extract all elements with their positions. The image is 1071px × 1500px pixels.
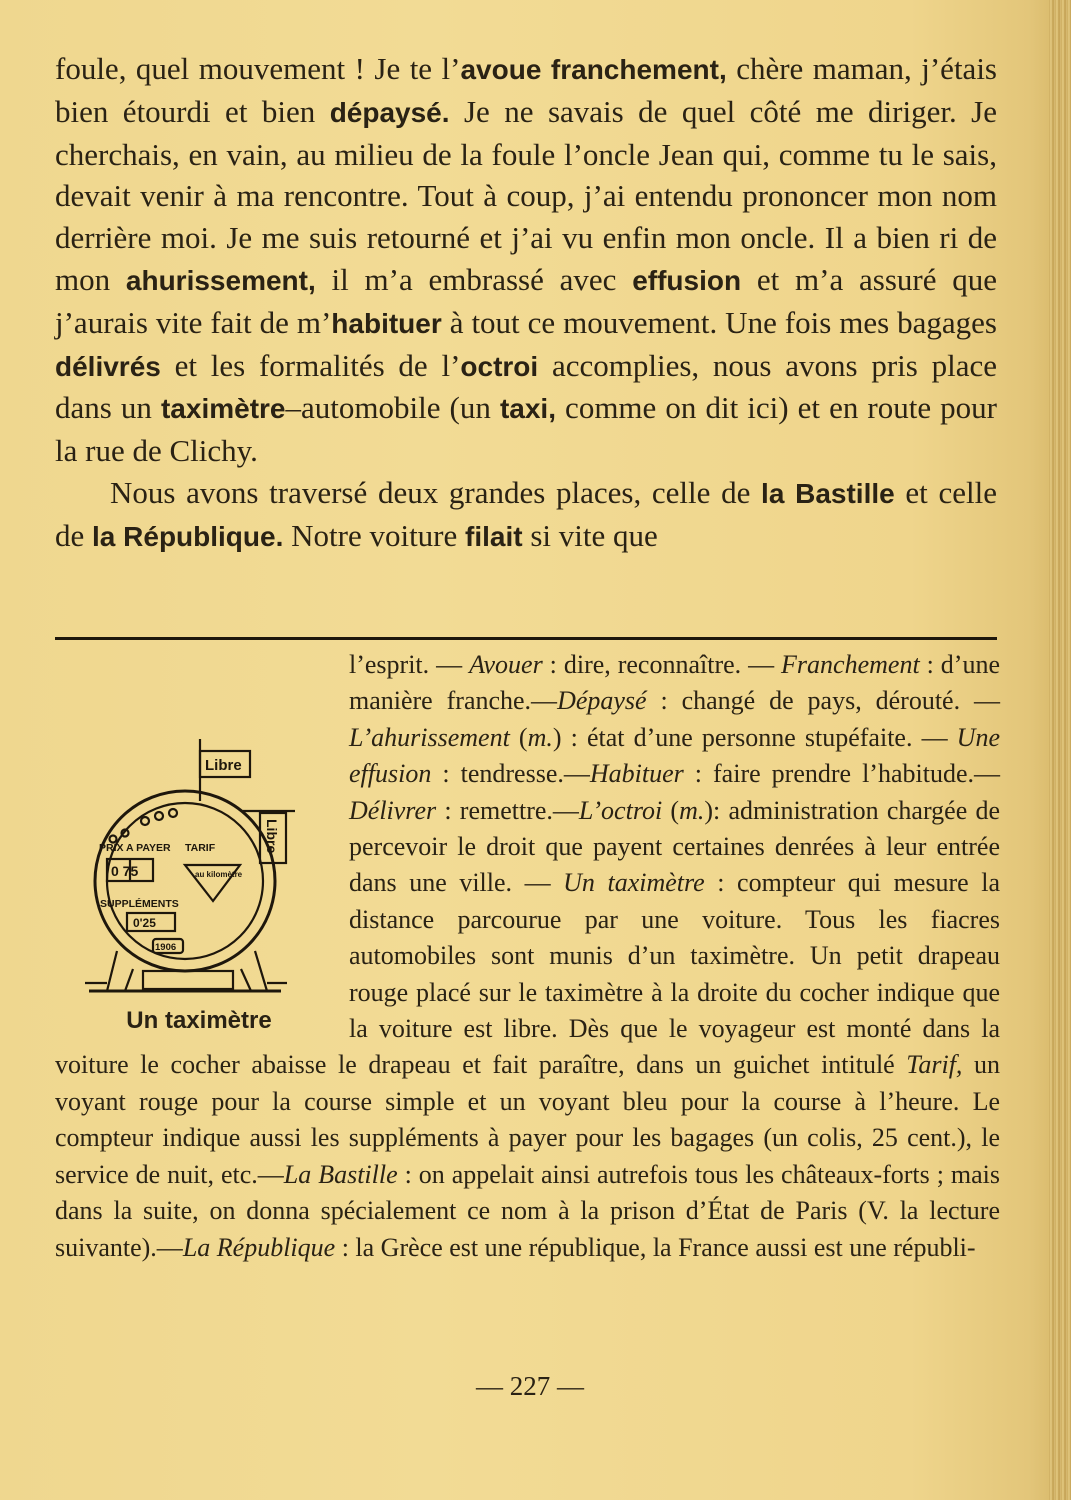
bold-term: taximètre — [160, 393, 286, 425]
bold-term: effusion — [632, 264, 742, 296]
prix-label: PRIX A PAYER — [99, 842, 171, 854]
bold-term: délivrés — [55, 350, 161, 382]
italic-term: Habituer — [589, 759, 684, 789]
italic-term: Un taximètre — [563, 868, 705, 898]
supplements-label: SUPPLÉMENTS — [100, 898, 179, 910]
italic-term: L’ahurissement — [349, 722, 510, 752]
taximeter-illustration — [55, 651, 343, 1001]
bold-term: dépaysé. — [329, 96, 450, 128]
maker-plate: 1906 — [155, 942, 177, 953]
bold-term: taxi, — [499, 393, 556, 425]
page-number: — 227 — — [476, 1371, 584, 1401]
tarif-label: TARIF — [185, 842, 216, 854]
au-kilometre-label: au kilomètre — [195, 870, 243, 879]
bold-term: habituer — [331, 307, 442, 339]
italic-term: L’octroi — [578, 795, 663, 825]
supplements-value: 0'25 — [133, 916, 156, 930]
bold-term: ahurissement, — [125, 264, 316, 296]
italic-term: La République — [182, 1232, 336, 1262]
italic-term: Délivrer — [349, 795, 437, 825]
figure-caption: Un taximètre — [126, 1007, 272, 1034]
bold-term: octroi — [460, 350, 539, 382]
paragraph-2: Nous avons traversé deux grandes places, celle de la Bastille et celle de la République. Notre voiture filait si vite que — [55, 474, 997, 553]
taximeter-figure — [55, 651, 343, 1034]
italic-term: Dépaysé — [557, 686, 647, 716]
page-edge — [1049, 0, 1071, 1500]
flag-label-top: Libre — [205, 757, 242, 774]
italic-term: Avouer — [469, 650, 543, 679]
italic-term: Tarif, — [906, 1050, 963, 1080]
flag-label-side: Libre — [264, 819, 280, 854]
fare-value: 0 75 — [111, 863, 139, 879]
footnote-text: l’esprit. — Avouer : dire, reconnaître. — Franchement : d’une manière franche.—Dépaysé : changé de pays, dérouté. — L’ahurissement (m.) : état d’une personne stupéfaite. — Une effusion : tendresse.—Habituer : faire prendre l’habitude.— Délivrer : remettre.—L’octroi (m.): administration chargée de percevoir le droit que payent certaines denrées à leur entrée dans une ville. — Un taximètre : compteur qui mesure la distance parcourue par une voiture. Tous les fiacres automobiles sont munis d’un taximètre. Un petit drapeau rouge placé sur le taximètre à la droite du cocher indique que la voiture est libre. Dès que le voyageur est monté dans la voiture le cocher abaisse le drapeau et fait paraître, dans un guichet intitulé Tarif, un voyant rouge pour la course simple et un voyant bleu pour la course à l’heure. Le compteur indique aussi les suppléments à payer pour les bagages (un colis, 25 cent.), le service de nuit, etc.—La Bastille : on appelait ainsi autrefois tous les châteaux-forts ; mais dans la suite, on donna spécialement ce nom à la prison d’État de Paris (V. la lecture suivante).—La République : la Grèce est une république, la France aussi est une républi- — [55, 650, 1001, 1262]
bold-term: la Bastille — [761, 477, 895, 509]
footnotes — [55, 647, 1000, 1266]
italic-term: Franchement — [781, 650, 920, 679]
bold-term: filait — [465, 520, 523, 552]
bold-term: avoue franchement, — [460, 54, 727, 85]
paragraph-1: foule, quel mouvement ! Je te l’avoue franchement, chère maman, j’étais bien étourdi et bien dépaysé. Je ne savais de quel côté me diriger. Je cherchais, en vain, au milieu de la foule l’oncle Jean qui, comme tu le sais, devait venir à ma rencontre. Tout à coup, j’ai entendu prononcer mon nom derrière moi. Je me suis retourné et j’ai vu enfin mon oncle. Il a bien ri de mon ahurissement, il m’a embrassé avec effusion et m’a assuré que j’aurais vite fait de m’habituer à tout ce mouvement. Une fois mes bagages délivrés et les formalités de l’octroi accomplies, nous avons pris place dans un taximètre–automobile (un taxi, comme on dit ici) et en route pour la rue de Clichy. — [55, 51, 998, 469]
separator-rule — [55, 637, 997, 640]
bold-term: la République. — [92, 520, 284, 552]
italic-term: m. — [527, 722, 553, 752]
body-text — [55, 48, 997, 558]
italic-term: Une effusion — [349, 722, 1000, 789]
italic-term: La Bastille — [283, 1159, 398, 1189]
italic-term: m. — [679, 795, 705, 825]
